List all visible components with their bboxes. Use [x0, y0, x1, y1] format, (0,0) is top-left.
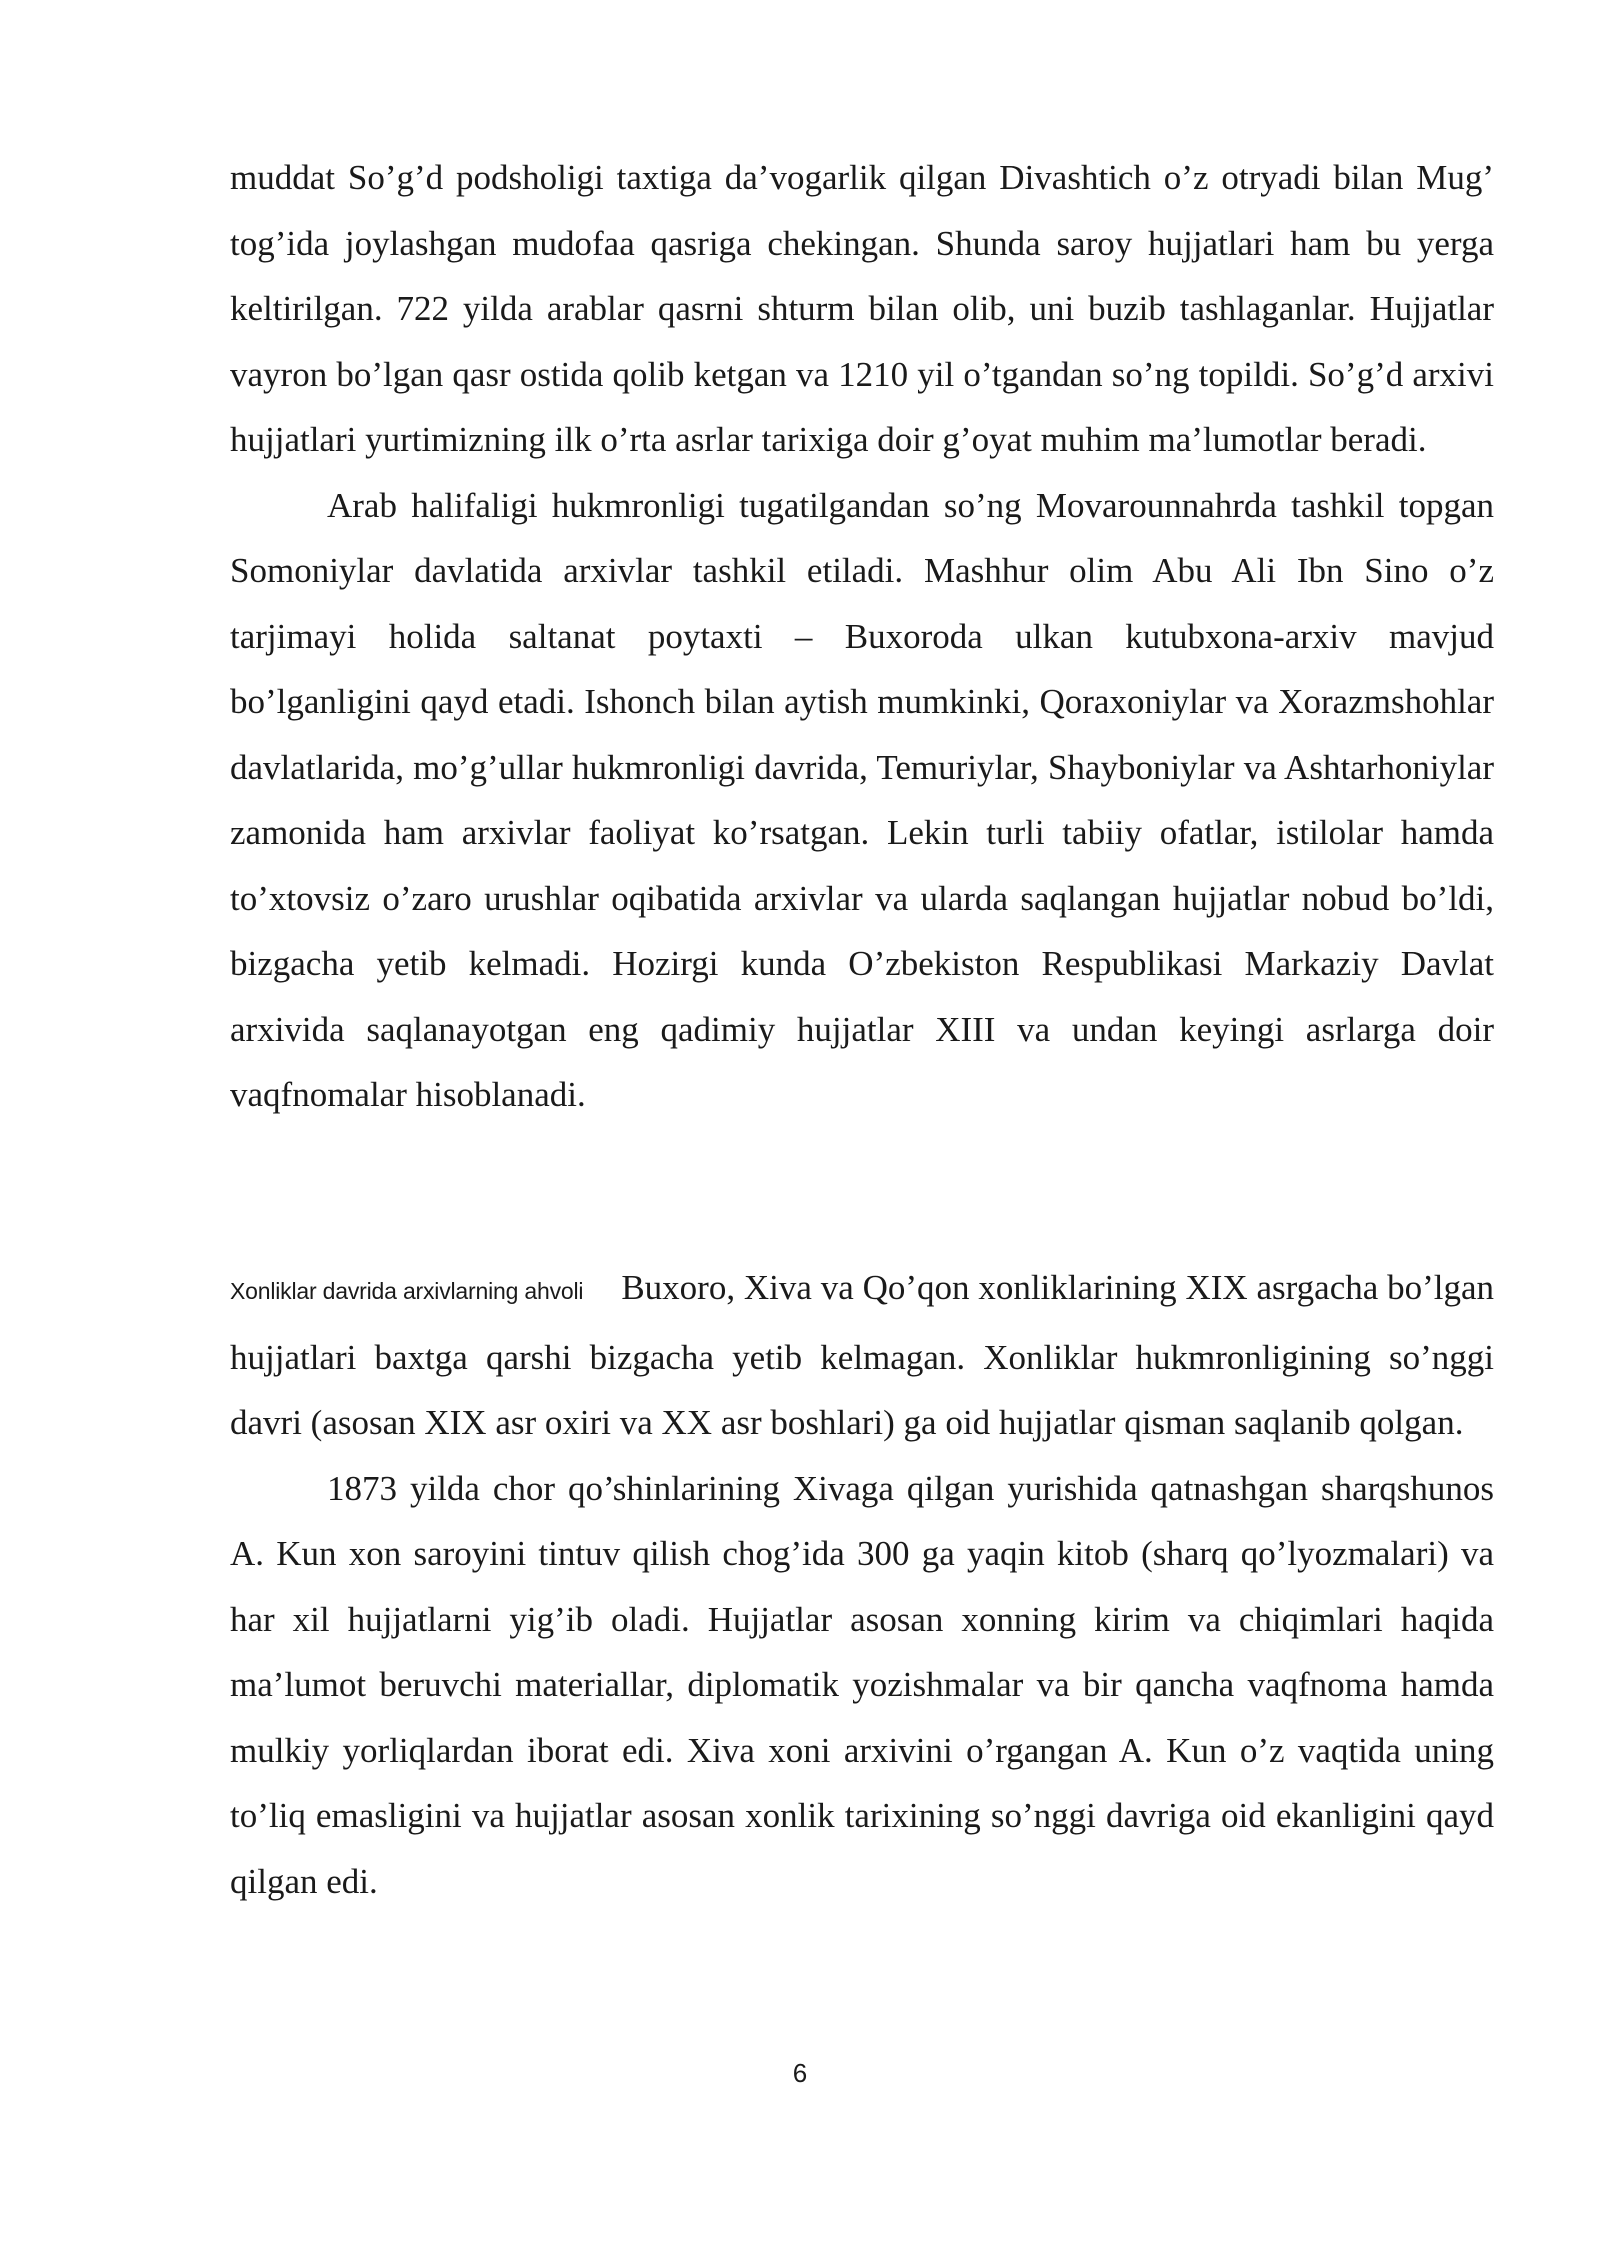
page-number: 6: [792, 2058, 808, 2088]
paragraph-khanates-text: Buxoro, Xiva va Qo’qon xonliklarining XIX asrgacha bo’lgan hujjatlari baxtga qarshi bizgacha yetib kelmagan. Xonliklar hukmronligining so’nggi davri (asosan XIX asr oxiri va XX asr boshlari) ga oid hujjatlar qisman saqlanib qolgan.: [230, 1268, 1494, 1442]
paragraph-sogd-archive: muddat So’g’d podsholigi taxtiga da’vogarlik qilgan Divashtich o’z otryadi bilan Mug’ tog’ida joylashgan mudofaa qasriga chekingan. Shunda saroy hujjatlari ham bu yerga keltirilgan. 722 yilda arablar qasrni shturm bilan olib, uni buzib tashlaganlar. Hujjatlar vayron bo’lgan qasr ostida qolib ketgan va 1210 yil o’tgandan so’ng topildi. So’g’d arxivi hujjatlari yurtimizning ilk o’rta asrlar tarixiga doir g’oyat muhim ma’lumotlar beradi.: [230, 158, 1494, 459]
paragraph-khanates-documents: [230, 1255, 1494, 1456]
text-block-lower: [230, 1255, 1494, 1914]
text-block-upper: [230, 145, 1494, 1128]
paragraph-kun-khiva-archive: 1873 yilda chor qo’shinlarining Xivaga qilgan yurishida qatnashgan sharqshunos A. Kun xon saroyini tintuv qilish chog’ida 300 ga yaqin kitob (sharq qo’lyozmalari) va har xil hujjatlarni yig’ib oladi. Hujjatlar asosan xonning kirim va chiqimlari haqida ma’lumot beruvchi materiallar, diplomatik yozishmalar va bir qancha vaqfnoma hamda mulkiy yorliqlardan iborat edi. Xiva xoni arxivini o’rgangan A. Kun o’z vaqtida uning to’liq emasligini va hujjatlar asosan xonlik tarixining so’nggi davriga oid ekanligini qayd qilgan edi.: [230, 1468, 1494, 1901]
section-heading: Xonliklar davrida arxivlarning ahvoli: [230, 1278, 584, 1304]
paragraph-somoniylar-archives: Arab halifaligi hukmronligi tugatilgandan so’ng Movarounnahrda tashkil topgan Somoniylar davlatida arxivlar tashkil etiladi. Mashhur olim Abu Ali Ibn Sino o’z tarjimayi holida saltanat poytaxti – Buxoroda ulkan kutubxona-arxiv mavjud bo’lganligini qayd etadi. Ishonch bilan aytish mumkinki, Qoraxoniylar va Xorazmshohlar davlatlarida, mo’g’ullar hukmronligi davrida, Temuriylar, Shayboniylar va Ashtarhoniylar zamonida ham arxivlar faoliyat ko’rsatgan. Lekin turli tabiiy ofatlar, istilolar hamda to’xtovsiz o’zaro urushlar oqibatida arxivlar va ularda saqlangan hujjatlar nobud bo’ldi, bizgacha yetib kelmadi. Hozirgi kunda O’zbekiston Respublikasi Markaziy Davlat arxivida saqlanayotgan eng qadimiy hujjatlar XIII va undan keyingi asrlarga doir vaqfnomalar hisoblanadi.: [230, 485, 1494, 1114]
